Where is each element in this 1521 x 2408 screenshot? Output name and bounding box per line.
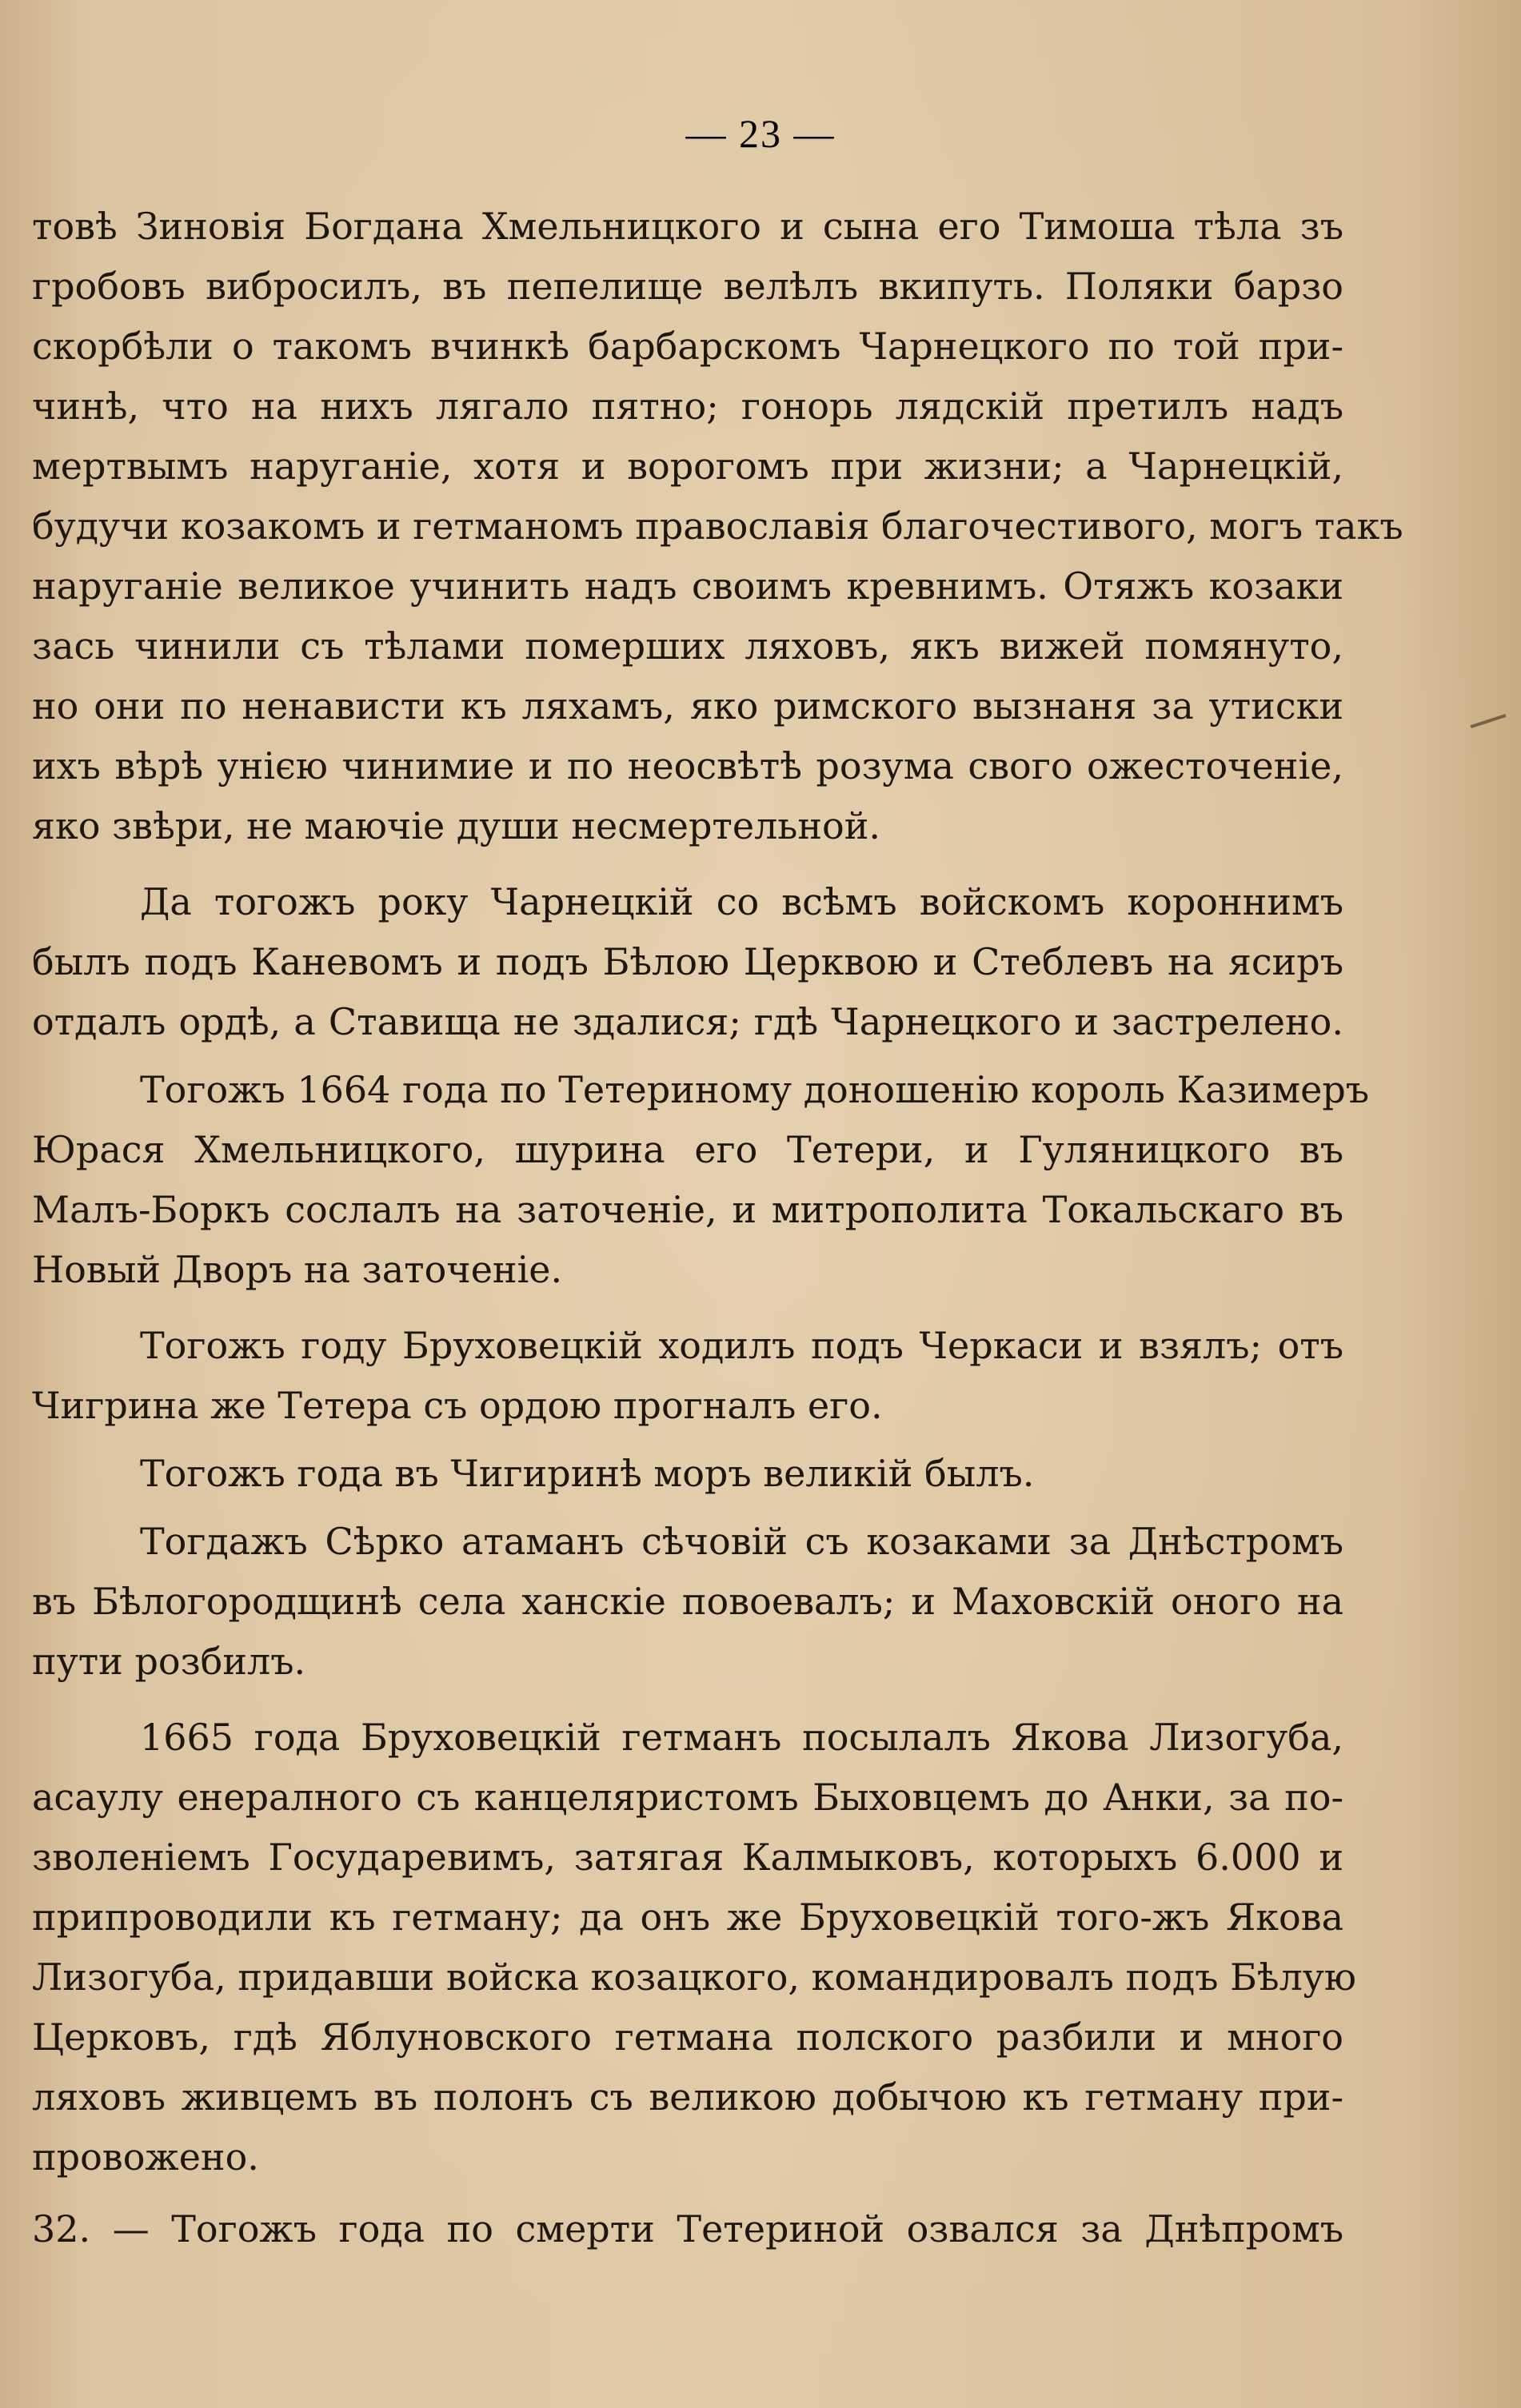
text-line: ихъ вѣрѣ унією чинимие и по неосвѣтѣ розума свого ожесточеніе,: [32, 744, 1343, 787]
text-line: ляховъ живцемъ въ полонъ съ великою добычою къ гетману при-: [32, 2075, 1343, 2119]
text-line: зась чинили съ тѣлами померших ляховъ, якъ вижей помянуто,: [32, 624, 1343, 668]
text-line: скорбѣли о такомъ вчинкѣ барбарскомъ Чарнецкого по той при-: [32, 325, 1343, 368]
page-number: — 23 —: [685, 111, 836, 156]
text-line: Церковъ, гдѣ Яблуновского гетмана полского разбили и много: [32, 2015, 1343, 2059]
text-line: Да тогожъ року Чарнецкій со всѣмъ войскомъ короннимъ: [140, 880, 1343, 923]
ink-mark: [1471, 714, 1507, 728]
text-line: припроводили къ гетману; да онъ же Бруховецкій того-жъ Якова: [32, 1896, 1343, 1939]
text-line: провожено.: [32, 2135, 259, 2179]
text-line: отдалъ ордѣ, а Ставища не здалися; гдѣ Чарнецкого и застрелено.: [32, 1000, 1343, 1043]
text-line: 32. — Тогожъ года по смерти Тетериной озвался за Днѣпромъ: [32, 2207, 1343, 2251]
text-line: гробовъ вибросилъ, въ пепелище велѣлъ вкипуть. Поляки барзо: [32, 265, 1343, 308]
text-line: Новый Дворъ на заточеніе.: [32, 1248, 563, 1291]
text-line: мертвымъ наруганіе, хотя и ворогомъ при жизни; а Чарнецкій,: [32, 445, 1343, 488]
text-line: Малъ-Боркъ сослалъ на заточеніе, и митрополита Токальскаго въ: [32, 1188, 1343, 1231]
text-line: будучи козакомъ и гетманомъ православія благочестивого, могъ такъ: [32, 504, 1403, 548]
text-line: Лизогуба, придавши войска козацкого, командировалъ подъ Бѣлую: [32, 1956, 1356, 1999]
text-line: асаулу енералного съ канцеляристомъ Быховцемъ до Анки, за по-: [32, 1776, 1343, 1819]
text-line: Чигрина же Тетера съ ордою прогналъ его.: [32, 1384, 883, 1427]
text-line: въ Бѣлогородщинѣ села ханскіе повоевалъ; и Маховскій оного на: [32, 1580, 1343, 1623]
text-line: Тогожъ 1664 года по Тетериному доношенію король Казимеръ: [140, 1068, 1370, 1111]
text-line: Тогожъ году Бруховецкій ходилъ подъ Черкаси и взялъ; отъ: [140, 1324, 1343, 1367]
text-line: Тогожъ года въ Чигиринѣ моръ великій былъ.: [140, 1452, 1035, 1495]
text-line: 1665 года Бруховецкій гетманъ посылалъ Якова Лизогуба,: [140, 1716, 1343, 1759]
text-line: наруганіе великое учинить надъ своимъ кревнимъ. Отяжъ козаки: [32, 564, 1343, 608]
text-line: пути розбилъ.: [32, 1640, 306, 1683]
text-line: яко звѣри, не маючіе души несмертельной.: [32, 804, 880, 847]
text-line: Юрася Хмельницкого, шурина его Тетери, и Гуляницкого въ: [32, 1128, 1343, 1171]
text-line: товѣ Зиновія Богдана Хмельницкого и сына его Тимоша тѣла зъ: [32, 205, 1343, 248]
text-line: но они по ненависти къ ляхамъ, яко римского вызнаня за утиски: [32, 684, 1343, 728]
text-line: зволеніемъ Государевимъ, затягая Калмыковъ, которыхъ 6.000 и: [32, 1836, 1343, 1879]
text-line: былъ подъ Каневомъ и подъ Бѣлою Церквою и Стеблевъ на ясиръ: [32, 940, 1343, 983]
text-line: Тогдажъ Сѣрко атаманъ сѣчовій съ козаками за Днѣстромъ: [140, 1520, 1343, 1563]
text-line: чинѣ, что на нихъ лягало пятно; гонорь лядскій претилъ надъ: [32, 385, 1343, 428]
